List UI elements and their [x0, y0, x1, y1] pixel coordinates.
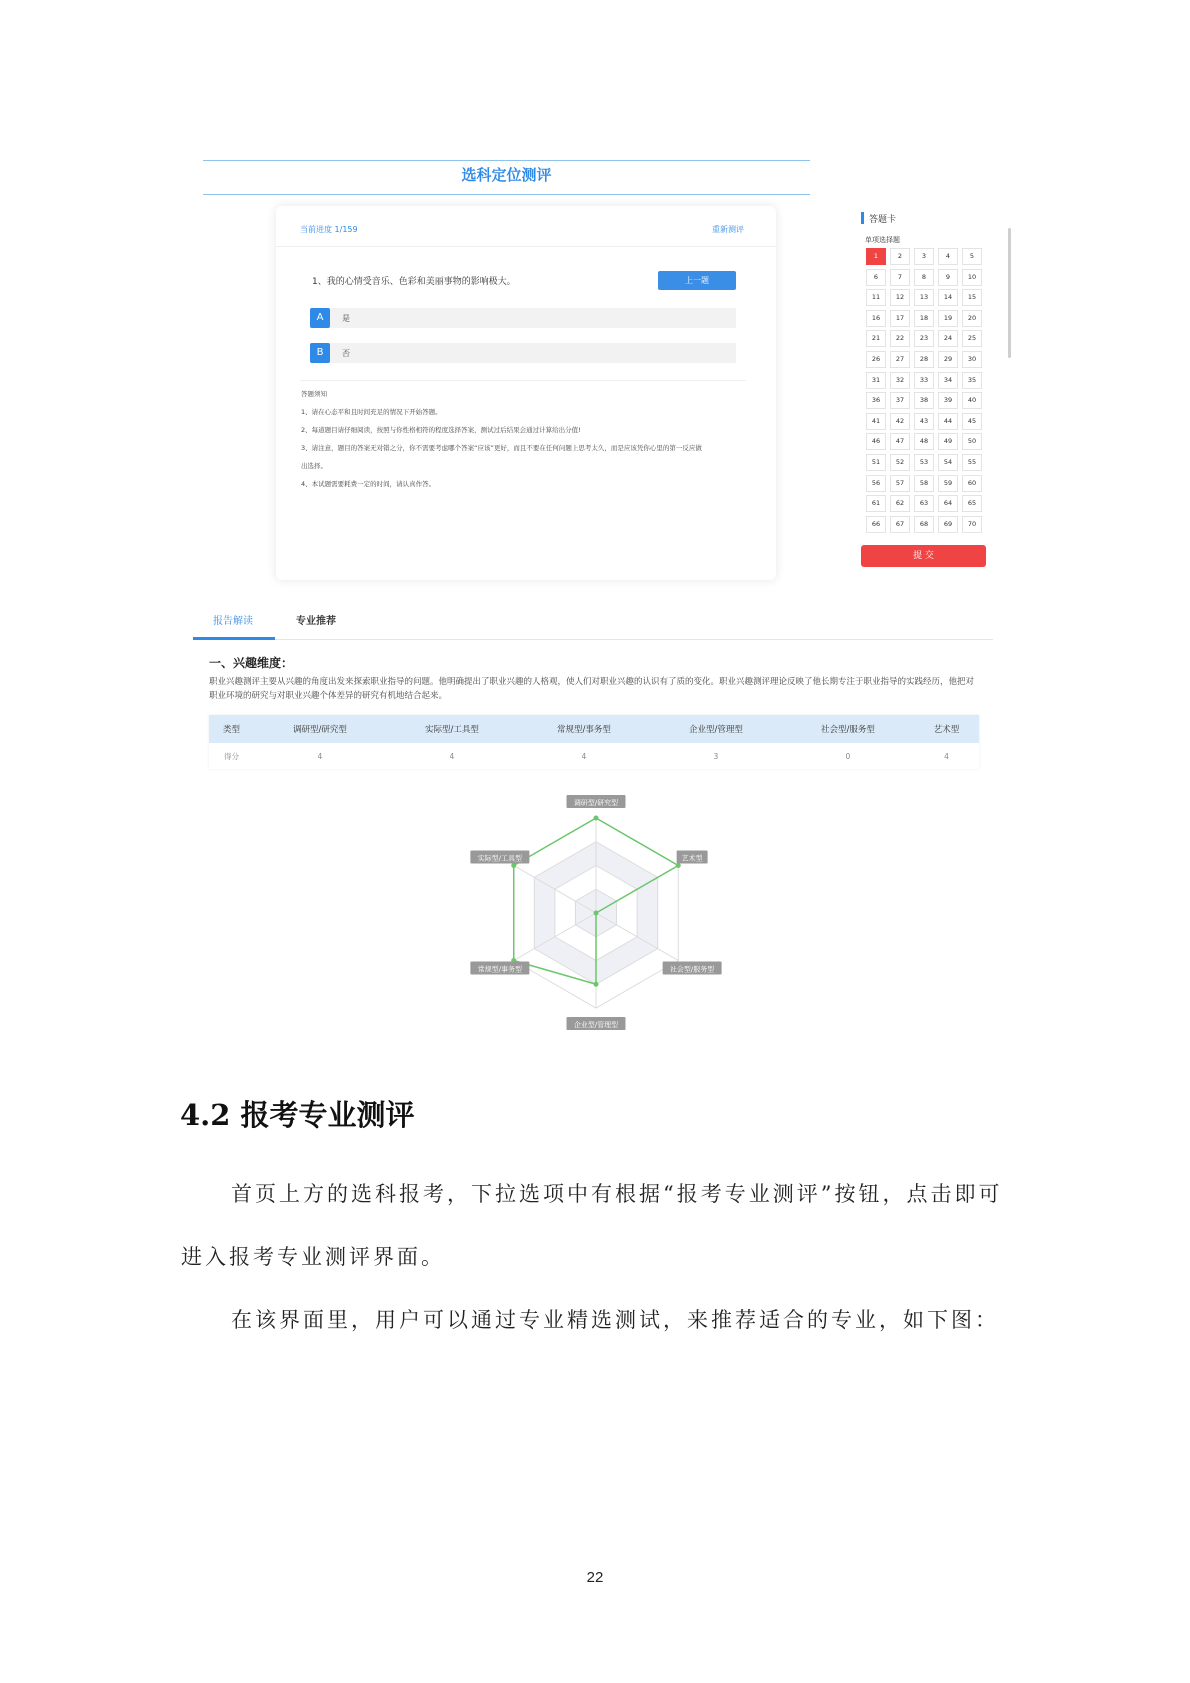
answer-card-cell[interactable]: 62 — [890, 495, 910, 512]
option-text: 否 — [342, 349, 350, 358]
answer-card-cell[interactable]: 26 — [866, 351, 886, 368]
answer-card-cell[interactable]: 65 — [962, 495, 982, 512]
answer-card-cell[interactable]: 2 — [890, 248, 910, 265]
answer-card-cell[interactable]: 35 — [962, 372, 982, 389]
answer-card-cell[interactable]: 18 — [914, 310, 934, 327]
answer-card-cell[interactable]: 42 — [890, 413, 910, 430]
answer-card-cell[interactable]: 50 — [962, 433, 982, 450]
answer-card-cell[interactable]: 55 — [962, 454, 982, 471]
answer-card-accent-bar — [861, 212, 864, 224]
answer-card-cell[interactable]: 25 — [962, 330, 982, 347]
answer-card-cell[interactable]: 28 — [914, 351, 934, 368]
table-header-row — [209, 715, 979, 743]
answer-card-cell[interactable]: 39 — [938, 392, 958, 409]
note-line: 2、每道题目请仔细阅读，按照与你性格相符的程度选择答案，测试过后结果会通过计算给出分值! — [301, 426, 581, 434]
answer-card-cell[interactable]: 22 — [890, 330, 910, 347]
answer-card-cell[interactable]: 41 — [866, 413, 886, 430]
answer-card-cell[interactable]: 60 — [962, 475, 982, 492]
answer-card-cell[interactable]: 31 — [866, 372, 886, 389]
score-table — [209, 715, 979, 769]
option-letter: A — [310, 308, 330, 328]
tabs-baseline — [193, 639, 993, 640]
table-header: 调研型/研究型 — [254, 715, 386, 743]
answer-card-cell[interactable]: 58 — [914, 475, 934, 492]
option-letter: B — [310, 343, 330, 363]
radar-axis-label: 企业型/管理型 — [573, 1021, 619, 1029]
answer-card-cell[interactable]: 70 — [962, 516, 982, 533]
radar-point — [594, 982, 599, 987]
table-cell: 4 — [581, 751, 587, 761]
answer-card-cell[interactable]: 56 — [866, 475, 886, 492]
paragraph-line: 在该界面里，用户可以通过专业精选测试，来推荐适合的专业，如下图： — [231, 1308, 999, 1332]
answer-card-cell[interactable]: 49 — [938, 433, 958, 450]
option-b[interactable] — [310, 343, 736, 363]
answer-card-cell[interactable]: 34 — [938, 372, 958, 389]
answer-card-cell[interactable]: 64 — [938, 495, 958, 512]
active-tab-indicator — [193, 637, 275, 640]
answer-card-cell[interactable]: 7 — [890, 269, 910, 286]
answer-card-panel — [860, 210, 1014, 578]
radar-axis-label: 社会型/服务型 — [669, 965, 715, 974]
answer-card-cell[interactable]: 30 — [962, 351, 982, 368]
quiz-header-bottom-line — [203, 194, 810, 195]
table-row — [209, 743, 979, 769]
answer-card-cell[interactable]: 29 — [938, 351, 958, 368]
answer-card-cell[interactable]: 9 — [938, 269, 958, 286]
prev-question-button[interactable]: 上一题 — [658, 271, 736, 290]
answer-card-cell[interactable]: 14 — [938, 289, 958, 306]
answer-card-subtitle: 单项选择题 — [865, 236, 900, 244]
radar-point — [511, 863, 516, 868]
answer-card-cell[interactable]: 20 — [962, 310, 982, 327]
answer-card-cell[interactable]: 21 — [866, 330, 886, 347]
answer-card-title: 答题卡 — [869, 215, 897, 225]
table-header: 类型 — [209, 715, 254, 743]
answer-card-cell[interactable]: 4 — [938, 248, 958, 265]
table-cell: 4 — [449, 751, 455, 761]
answer-card-cell[interactable]: 52 — [890, 454, 910, 471]
answer-card-cell[interactable]: 13 — [914, 289, 934, 306]
note-line: 出选择。 — [301, 462, 327, 470]
radar-axis-label: 调研型/研究型 — [573, 799, 619, 807]
answer-card-cell[interactable]: 68 — [914, 516, 934, 533]
table-row-label: 得分 — [223, 751, 239, 761]
answer-card-cell[interactable]: 46 — [866, 433, 886, 450]
report-paragraph: 职业兴趣测评主要从兴趣的角度出发来探索职业指导的问题。他明确提出了职业兴趣的人格观，使人们对职业兴趣的认识有了质的变化。职业兴趣测评理论反映了他长期专注于职业指导的实践经历，他把对职业环境的研究与对职业兴趣个体差异的研究有机地结合起来。 — [209, 677, 975, 701]
answer-card-scrollbar[interactable] — [1008, 228, 1011, 358]
quiz-header-top-line — [203, 160, 810, 161]
answer-card-cell[interactable]: 57 — [890, 475, 910, 492]
table-cell: 4 — [944, 751, 949, 761]
answer-card-cell[interactable]: 3 — [914, 248, 934, 265]
table-header: 实际型/工具型 — [386, 715, 518, 743]
table-header: 企业型/管理型 — [650, 715, 782, 743]
answer-card-cell[interactable]: 15 — [962, 289, 982, 306]
table-header: 常规型/事务型 — [518, 715, 650, 743]
answer-card-cell[interactable]: 43 — [914, 413, 934, 430]
notes-title: 答题须知 — [301, 390, 327, 398]
answer-card-cell[interactable]: 17 — [890, 310, 910, 327]
table-header: 艺术型 — [914, 715, 979, 743]
notes-divider — [300, 380, 746, 381]
tab-major-recommend[interactable]: 专业推荐 — [296, 616, 336, 627]
radar-point — [676, 863, 681, 868]
answer-card-cell[interactable]: 36 — [866, 392, 886, 409]
answer-card-cell[interactable]: 37 — [890, 392, 910, 409]
answer-card-cell[interactable]: 10 — [962, 269, 982, 286]
answer-card-cell[interactable]: 24 — [938, 330, 958, 347]
answer-card-cell[interactable]: 12 — [890, 289, 910, 306]
answer-card-cell[interactable]: 33 — [914, 372, 934, 389]
answer-card-cell[interactable]: 54 — [938, 454, 958, 471]
restart-link[interactable]: 重新测评 — [712, 225, 744, 234]
answer-card-cell[interactable]: 48 — [914, 433, 934, 450]
answer-card-cell[interactable]: 16 — [866, 310, 886, 327]
paragraph-line: 首页上方的选科报考，下拉选项中有根据“报考专业测评”按钮，点击即可 — [231, 1182, 1003, 1206]
section-heading: 4.2 报考专业测评 — [180, 1098, 415, 1132]
submit-button[interactable]: 提 交 — [861, 545, 986, 567]
radar-axis-label: 艺术型 — [681, 854, 703, 863]
paragraph-line: 进入报考专业测评界面。 — [181, 1245, 445, 1269]
answer-card-cell[interactable]: 67 — [890, 516, 910, 533]
table-cell: 4 — [317, 751, 323, 761]
note-line: 4、本试题需要耗费一定的时间，请认真作答。 — [301, 480, 436, 488]
card-divider — [276, 246, 776, 247]
answer-card-cell[interactable]: 63 — [914, 495, 934, 512]
answer-card-cell[interactable]: 53 — [914, 454, 934, 471]
answer-card-cell[interactable]: 66 — [866, 516, 886, 533]
table-cell: 0 — [845, 751, 851, 761]
answer-card-cell[interactable]: 45 — [962, 413, 982, 430]
answer-card-cell[interactable]: 51 — [866, 454, 886, 471]
answer-card-cell[interactable]: 44 — [938, 413, 958, 430]
radar-point — [594, 911, 599, 916]
section-title: 一、兴趣维度： — [209, 656, 294, 670]
table-header: 社会型/服务型 — [782, 715, 914, 743]
answer-card-cell[interactable]: 32 — [890, 372, 910, 389]
page-number: 22 — [586, 1569, 604, 1586]
answer-card-cell[interactable]: 11 — [866, 289, 886, 306]
answer-card-cell[interactable]: 59 — [938, 475, 958, 492]
answer-card-cell[interactable]: 27 — [890, 351, 910, 368]
tab-report[interactable]: 报告解读 — [213, 616, 253, 627]
answer-card-cell[interactable]: 5 — [962, 248, 982, 265]
progress-label: 当前进度 1/159 — [300, 225, 358, 234]
answer-card-cell[interactable]: 40 — [962, 392, 982, 409]
answer-card-cell[interactable]: 38 — [914, 392, 934, 409]
radar-axis-label: 常规型/事务型 — [477, 965, 523, 974]
answer-card-cell[interactable]: 47 — [890, 433, 910, 450]
radar-axis-label: 实际型/工具型 — [477, 854, 523, 863]
option-text: 是 — [342, 314, 350, 323]
answer-card-cell[interactable]: 1 — [866, 248, 886, 265]
option-a[interactable] — [310, 308, 736, 328]
radar-point — [594, 816, 599, 821]
answer-card-cell[interactable]: 6 — [866, 269, 886, 286]
note-line: 1、请在心态平和且时间充足的情况下开始答题。 — [301, 408, 442, 416]
answer-card-cell[interactable]: 23 — [914, 330, 934, 347]
answer-card-cell[interactable]: 61 — [866, 495, 886, 512]
answer-card-cell[interactable]: 8 — [914, 269, 934, 286]
table-cell: 3 — [713, 751, 719, 761]
answer-card-cell[interactable]: 19 — [938, 310, 958, 327]
quiz-card — [276, 206, 776, 580]
question-text: 1、我的心情受音乐、色彩和美丽事物的影响极大。 — [312, 277, 516, 287]
quiz-title: 选科定位测评 — [461, 166, 552, 184]
radar-chart — [390, 780, 800, 1050]
answer-card-cell[interactable]: 69 — [938, 516, 958, 533]
note-line: 3、请注意，题目的答案无对错之分，你不需要考虑哪个答案“应该”更好，而且不要在任何问题上思考太久，而是应该凭你心里的第一反应做 — [301, 444, 702, 452]
